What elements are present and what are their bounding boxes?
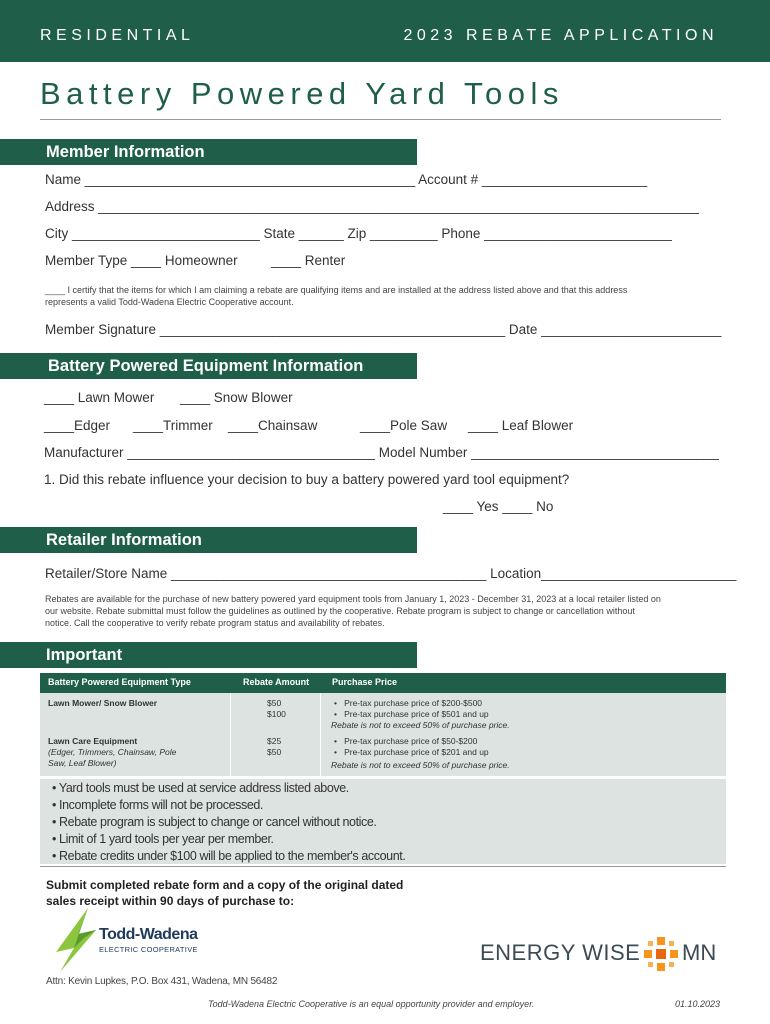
section-important-label: Important bbox=[46, 646, 123, 664]
section-retailer bbox=[0, 527, 417, 553]
logo-td-name: Todd-Wadena bbox=[99, 926, 198, 943]
rule-item: • Yard tools must be used at service address listed above. bbox=[52, 781, 349, 795]
todd-wadena-logo bbox=[54, 908, 214, 973]
rule-item: • Rebate program is subject to change or cancel without notice. bbox=[52, 815, 377, 829]
option-edger[interactable]: ____Edger bbox=[44, 418, 111, 433]
option-trimmer[interactable]: ____Trimmer bbox=[133, 418, 213, 433]
rule-item: • Incomplete forms will not be processed. bbox=[52, 798, 263, 812]
row2-type-sub-1: (Edger, Trimmers, Chainsaw, Pole bbox=[48, 747, 177, 757]
rule-item: • Limit of 1 yard tools per year per member. bbox=[52, 832, 274, 846]
member-type-renter[interactable]: ____ Renter bbox=[271, 253, 346, 268]
col-header-amount: Rebate Amount bbox=[243, 677, 310, 687]
logo-ew-left: ENERGY WISE bbox=[480, 940, 641, 965]
section-equipment bbox=[0, 353, 417, 379]
row2-price-bullet-2: • Pre-tax purchase price of $201 and up bbox=[334, 747, 489, 757]
address-field[interactable]: Address ________________________________________________________________________________ bbox=[45, 199, 699, 214]
col-header-type: Battery Powered Equipment Type bbox=[48, 677, 191, 687]
rule-item: • Rebate credits under $100 will be applied to the member's account. bbox=[52, 849, 406, 863]
section-equipment-label: Battery Powered Equipment Information bbox=[48, 357, 364, 375]
retailer-note-1: Rebates are available for the purchase of new battery powered yard equipment tools from January 1, 2023 - December 31, 2023 at a local retailer listed on bbox=[45, 594, 661, 604]
header-left: RESIDENTIAL bbox=[40, 27, 195, 44]
rules-list bbox=[40, 779, 726, 864]
rebate-table-header bbox=[40, 673, 726, 693]
lightning-bolt-icon bbox=[54, 908, 104, 974]
city-state-zip-phone-field[interactable]: City _________________________ State ______ Zip _________ Phone _________________________ bbox=[45, 226, 672, 241]
title-divider bbox=[40, 119, 721, 120]
retailer-note-3: notice. Call the cooperative to verify rebate program status and availability of rebates. bbox=[45, 618, 385, 628]
rules-divider bbox=[40, 866, 726, 867]
energy-wise-grid-icon bbox=[644, 937, 678, 971]
option-snow-blower[interactable]: ____ Snow Blower bbox=[180, 390, 293, 405]
mailing-address: Attn: Kevin Lupkes, P.O. Box 431, Wadena, MN 56482 bbox=[46, 976, 278, 987]
manufacturer-model-field[interactable]: Manufacturer _________________________________ Model Number _________________________________ bbox=[44, 445, 719, 460]
signature-date-field[interactable]: Member Signature ______________________________________________ Date ________________________ bbox=[45, 322, 722, 337]
row1-price-bullet-1: • Pre-tax purchase price of $200-$500 bbox=[334, 698, 483, 708]
option-leaf-blower[interactable]: ____ Leaf Blower bbox=[468, 418, 574, 433]
section-member bbox=[0, 139, 417, 165]
option-pole-saw[interactable]: ____Pole Saw bbox=[360, 418, 448, 433]
page-title: Battery Powered Yard Tools bbox=[40, 76, 564, 111]
row2-type: Lawn Care Equipment bbox=[48, 736, 138, 746]
logo-ew-right: MN bbox=[682, 940, 717, 965]
table-col-divider-2 bbox=[320, 693, 321, 776]
yes-no-options[interactable]: ____ Yes ____ No bbox=[443, 499, 554, 514]
section-member-label: Member Information bbox=[46, 143, 205, 161]
row1-amount-2: $100 bbox=[267, 709, 286, 719]
row1-price-note: Rebate is not to exceed 50% of purchase price. bbox=[331, 720, 510, 730]
energy-wise-logo bbox=[480, 934, 720, 974]
row1-price-bullet-2: • Pre-tax purchase price of $501 and up bbox=[334, 709, 489, 719]
footer-statement: Todd-Wadena Electric Cooperative is an equal opportunity provider and employer. bbox=[208, 999, 535, 1009]
logo-td-sub: ELECTRIC COOPERATIVE bbox=[99, 945, 198, 954]
option-chainsaw[interactable]: ____Chainsaw bbox=[228, 418, 318, 433]
section-important bbox=[0, 642, 417, 668]
table-col-divider-1 bbox=[230, 693, 231, 776]
row2-amount-2: $50 bbox=[267, 747, 282, 757]
row2-price-bullet-1: • Pre-tax purchase price of $50-$200 bbox=[334, 736, 478, 746]
row2-type-sub-2: Saw, Leaf Blower) bbox=[48, 758, 117, 768]
certify-line-2: represents a valid Todd-Wadena Electric Cooperative account. bbox=[45, 297, 294, 307]
retailer-location-field[interactable]: Retailer/Store Name __________________________________________ Location__________________________ bbox=[45, 566, 737, 581]
header-bar bbox=[0, 0, 770, 62]
row2-amount-1: $25 bbox=[267, 736, 282, 746]
row1-type: Lawn Mower/ Snow Blower bbox=[48, 698, 158, 708]
section-retailer-label: Retailer Information bbox=[46, 531, 202, 549]
option-lawn-mower[interactable]: ____ Lawn Mower bbox=[44, 390, 155, 405]
question-1: 1. Did this rebate influence your decision to buy a battery powered yard tool equipment? bbox=[44, 472, 570, 487]
header-right: 2023 REBATE APPLICATION bbox=[403, 27, 718, 44]
certify-line-1[interactable]: ____ I certify that the items for which I am claiming a rebate are qualifying items and are installed at the address listed above and that this address bbox=[45, 285, 628, 295]
row1-amount-1: $50 bbox=[267, 698, 282, 708]
retailer-note-2: our website. Rebate submittal must follow the guidelines as outlined by the cooperative. Rebate program is subject to change or cancellation without bbox=[45, 606, 635, 616]
member-type-homeowner[interactable]: Member Type ____ Homeowner bbox=[45, 253, 238, 268]
submit-instructions: Submit completed rebate form and a copy of the original dated sales receipt within 90 days of purchase to: bbox=[46, 878, 404, 908]
revision-date: 01.10.2023 bbox=[675, 999, 721, 1009]
name-account-field[interactable]: Name ____________________________________________ Account # ______________________ bbox=[45, 172, 648, 187]
col-header-price: Purchase Price bbox=[332, 677, 398, 687]
row2-price-note: Rebate is not to exceed 50% of purchase price. bbox=[331, 760, 510, 770]
